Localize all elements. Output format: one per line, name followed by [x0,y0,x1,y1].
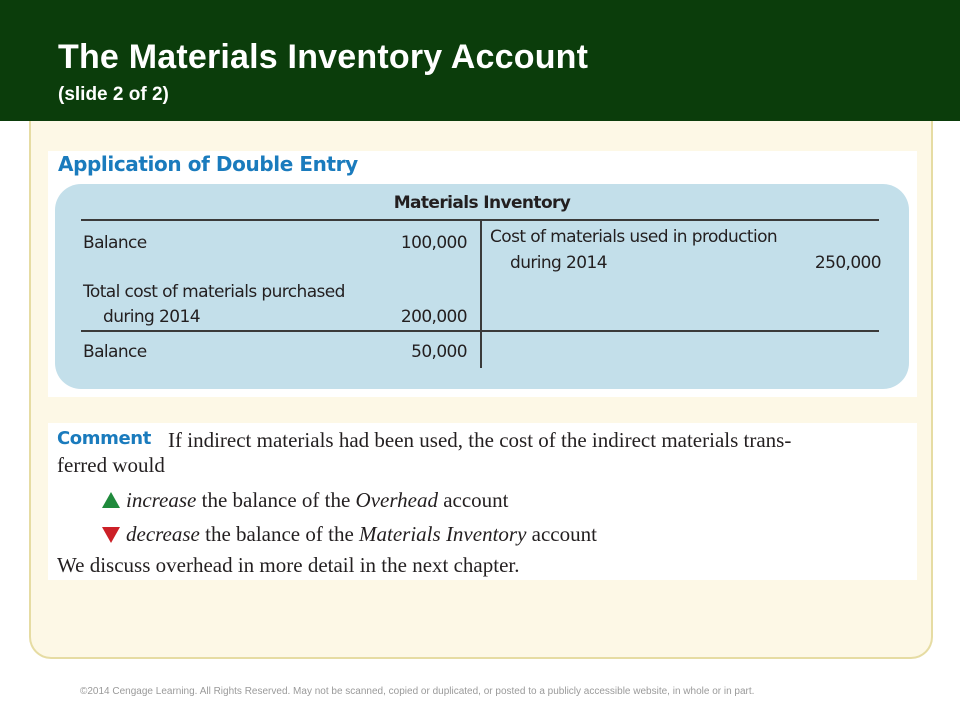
comment-text-line1: If indirect materials had been used, the cost of the indirect materials trans- [168,428,792,452]
exhibit-panel [48,151,917,397]
bullet-increase-pre: the balance of the [196,488,356,512]
comment-panel [48,423,917,580]
comment-text-line2: ferred would [57,453,165,477]
bullet-increase [126,488,509,513]
credit-label-used-line2: during 2014 [510,253,607,273]
credit-label-used-line1: Cost of materials used in production [490,227,778,247]
bullet-increase-verb: increase [126,488,197,512]
comment-label: Comment [57,428,151,449]
slide-subtitle: (slide 2 of 2) [58,84,169,105]
decrease-triangle-icon [102,527,120,543]
slide-header [0,0,960,121]
bullet-decrease-pre: the balance of the [199,522,360,546]
debit-amount-balance: 100,000 [400,233,467,253]
debit-label-purchases-line1: Total cost of materials purchased [83,282,345,302]
ending-amount-balance: 50,000 [411,342,467,362]
debit-amount-purchases: 200,000 [400,307,467,327]
bullet-increase-post: account [437,488,509,512]
bullet-increase-account: Overhead [355,488,438,512]
t-account-balance-rule [81,330,879,332]
bullet-decrease-post: account [526,522,597,546]
debit-label-balance: Balance [83,233,147,253]
slide-title: The Materials Inventory Account [58,38,589,76]
t-account [55,184,909,389]
bullet-decrease [126,522,597,547]
increase-triangle-icon [102,492,120,508]
bullet-decrease-verb: decrease [126,522,200,546]
account-title: Materials Inventory [393,193,571,213]
debit-label-purchases-line2: during 2014 [103,307,200,327]
bullet-decrease-account: Materials Inventory [359,522,527,546]
comment-closing: We discuss overhead in more detail in the next chapter. [57,553,520,577]
copyright-footer: ©2014 Cengage Learning. All Rights Reserved. May not be scanned, copied or duplicated, or posted to a publicly accessible website, in whole or in part. [80,686,755,697]
t-account-divider [480,220,482,368]
ending-label-balance: Balance [83,342,147,362]
exhibit-heading: Application of Double Entry [58,152,358,176]
credit-amount-used: 250,000 [814,253,881,273]
